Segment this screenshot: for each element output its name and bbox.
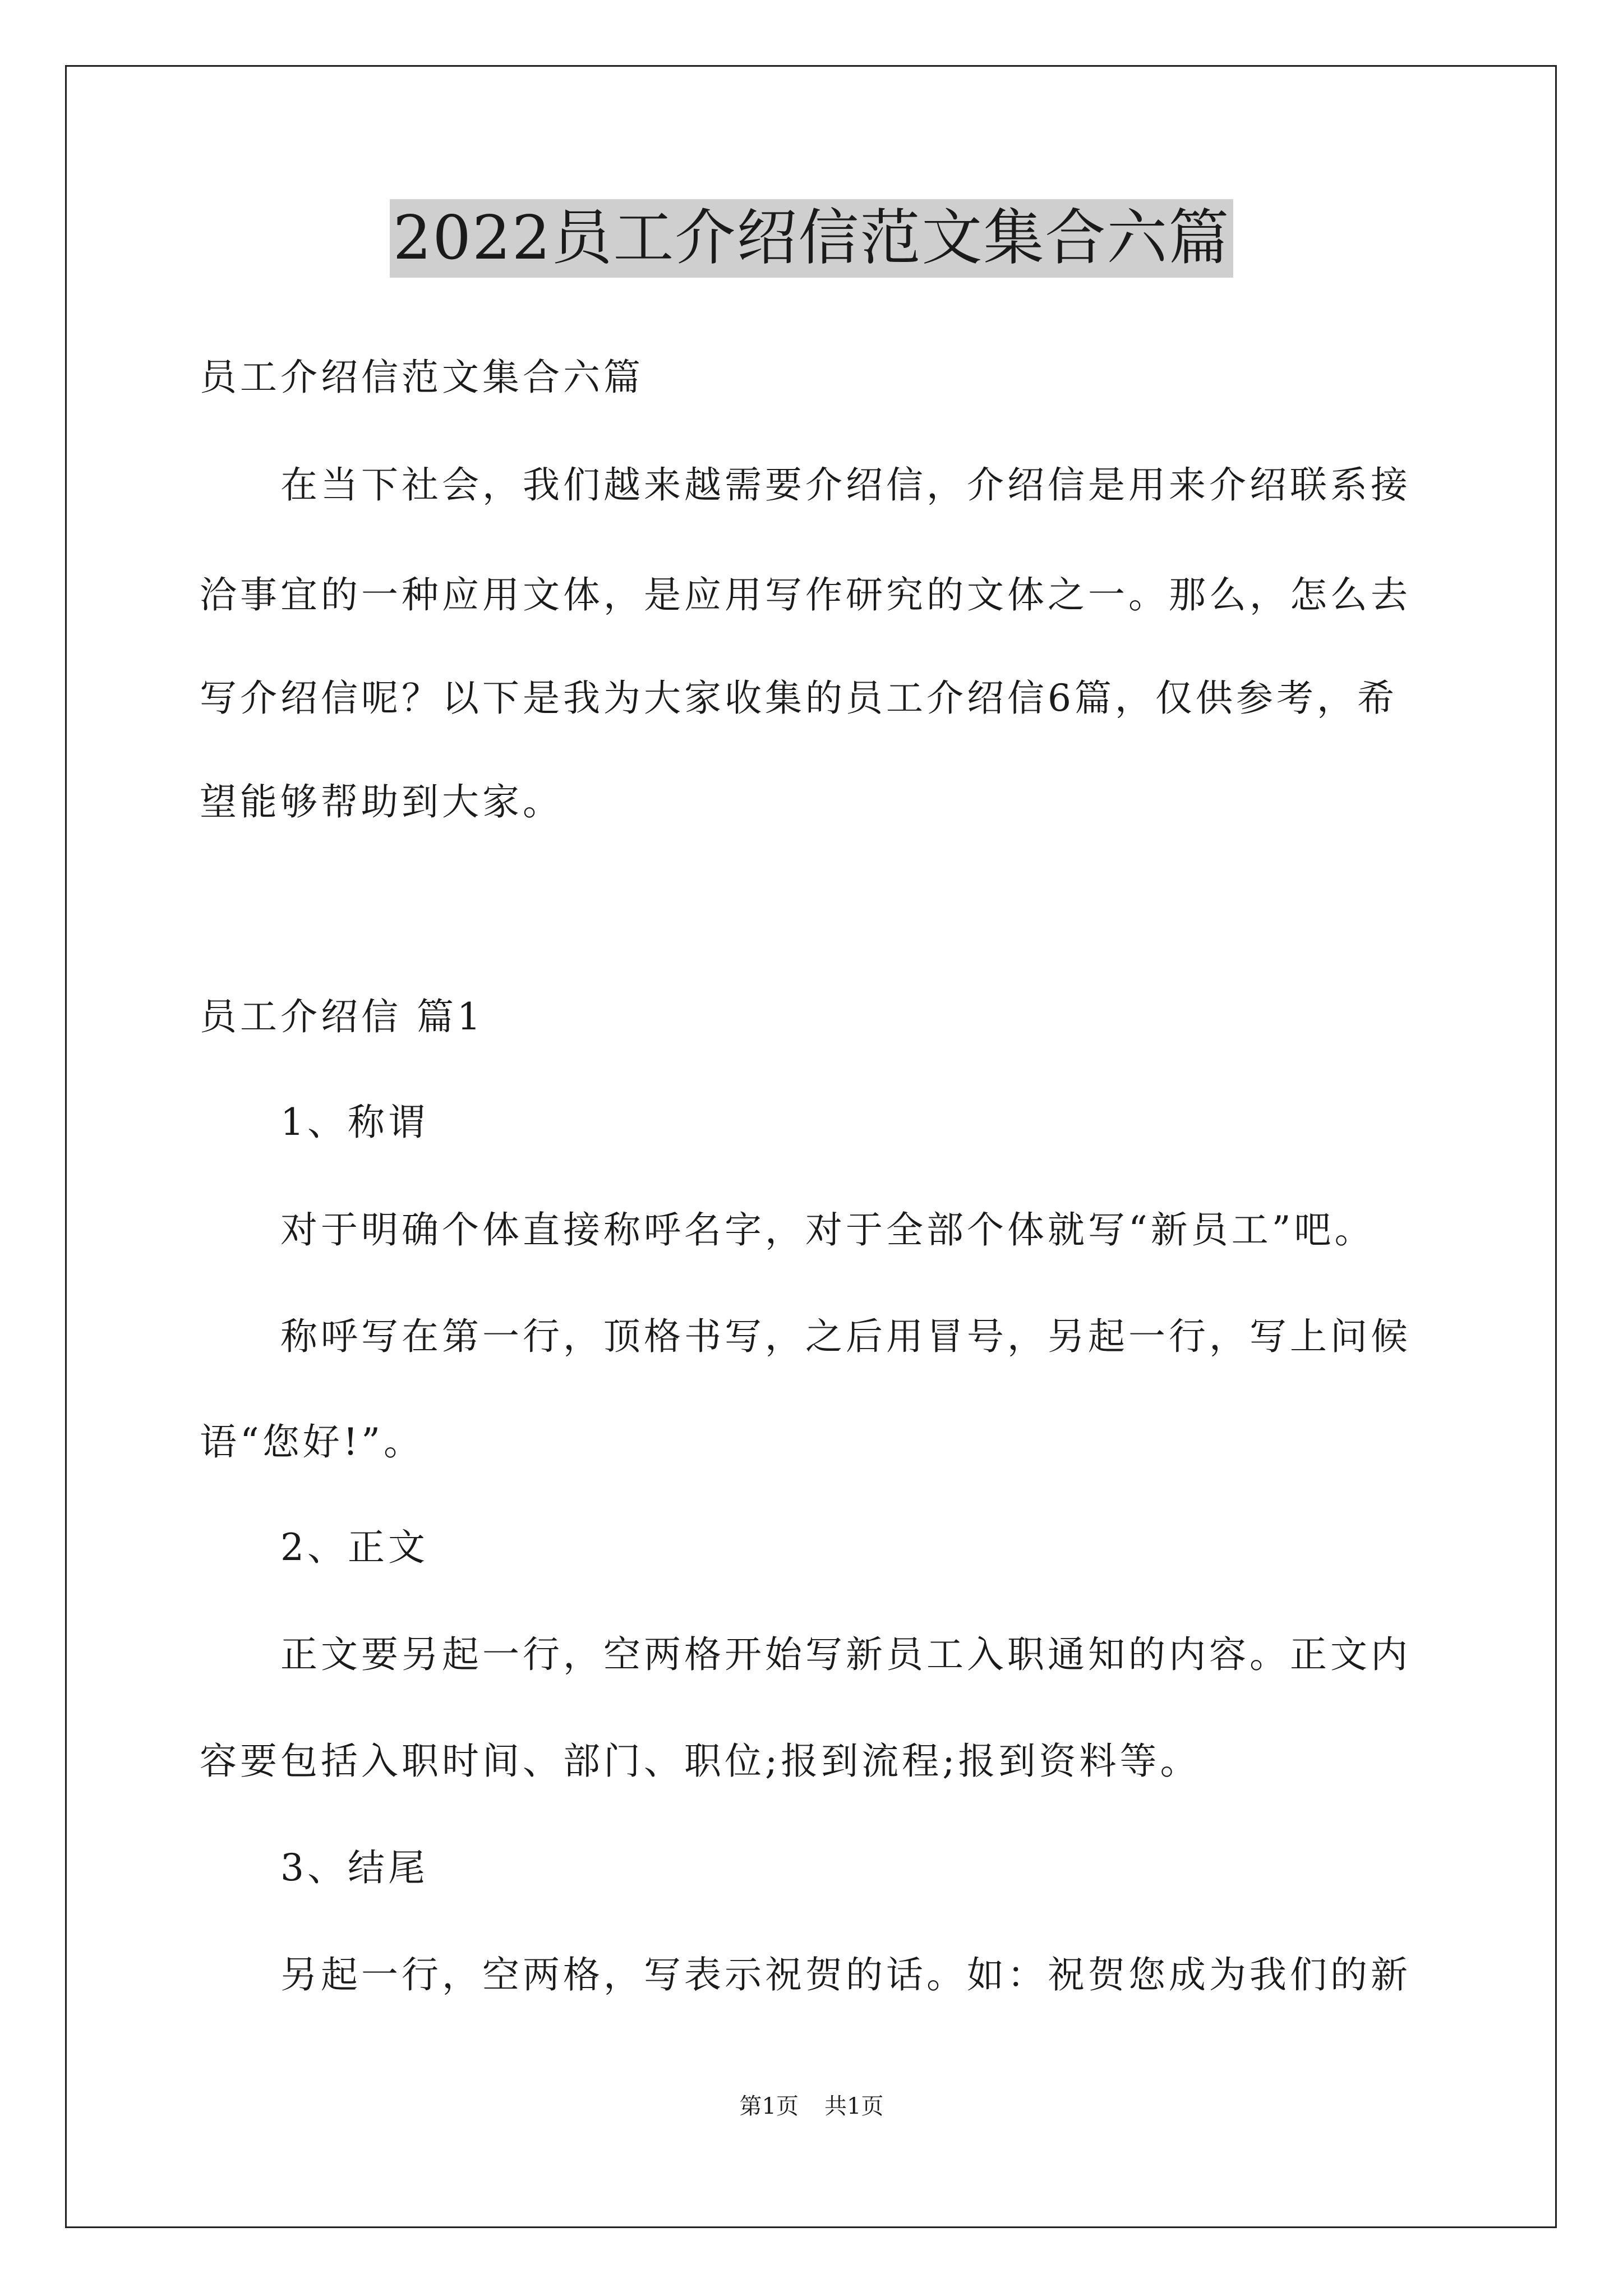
paragraph-line: 在当下社会，我们越来越需要介绍信，介绍信是用来介绍联系接 — [280, 463, 1411, 507]
page-number: 第1页 — [739, 2093, 799, 2119]
paragraph-line: 望能够帮助到大家。 — [200, 780, 563, 823]
paragraph-line: 正文要另起一行，空两格开始写新员工入职通知的内容。正文内 — [280, 1633, 1411, 1676]
item-heading: 2、正文 — [280, 1526, 428, 1569]
paragraph-line: 洽事宜的一种应用文体，是应用写作研究的文体之一。那么，怎么去 — [200, 573, 1411, 616]
paragraph-line: 另起一行，空两格，写表示祝贺的话。如：祝贺您成为我们的新 — [280, 1953, 1411, 1996]
paragraph-line: 语“您好!”。 — [200, 1420, 425, 1464]
paragraph-line: 称呼写在第一行，顶格书写，之后用冒号，另起一行，写上问候 — [280, 1315, 1411, 1358]
paragraph-line: 容要包括入职时间、部门、职位;报到流程;报到资料等。 — [200, 1740, 1201, 1783]
item-heading: 3、结尾 — [280, 1846, 428, 1889]
page-footer — [0, 2091, 1623, 2122]
paragraph-line: 写介绍信呢？以下是我为大家收集的员工介绍信6篇，仅供参考，希 — [200, 677, 1398, 720]
section-heading: 员工介绍信 篇1 — [200, 995, 484, 1038]
document-title: 2022员工介绍信范文集合六篇 — [390, 199, 1234, 278]
paragraph-line: 对于明确个体直接称呼名字，对于全部个体就写“新员工”吧。 — [280, 1208, 1375, 1251]
page-total: 共1页 — [824, 2093, 884, 2119]
item-heading: 1、称谓 — [280, 1101, 428, 1144]
title-container — [0, 199, 1623, 278]
subtitle-line: 员工介绍信范文集合六篇 — [200, 356, 644, 399]
